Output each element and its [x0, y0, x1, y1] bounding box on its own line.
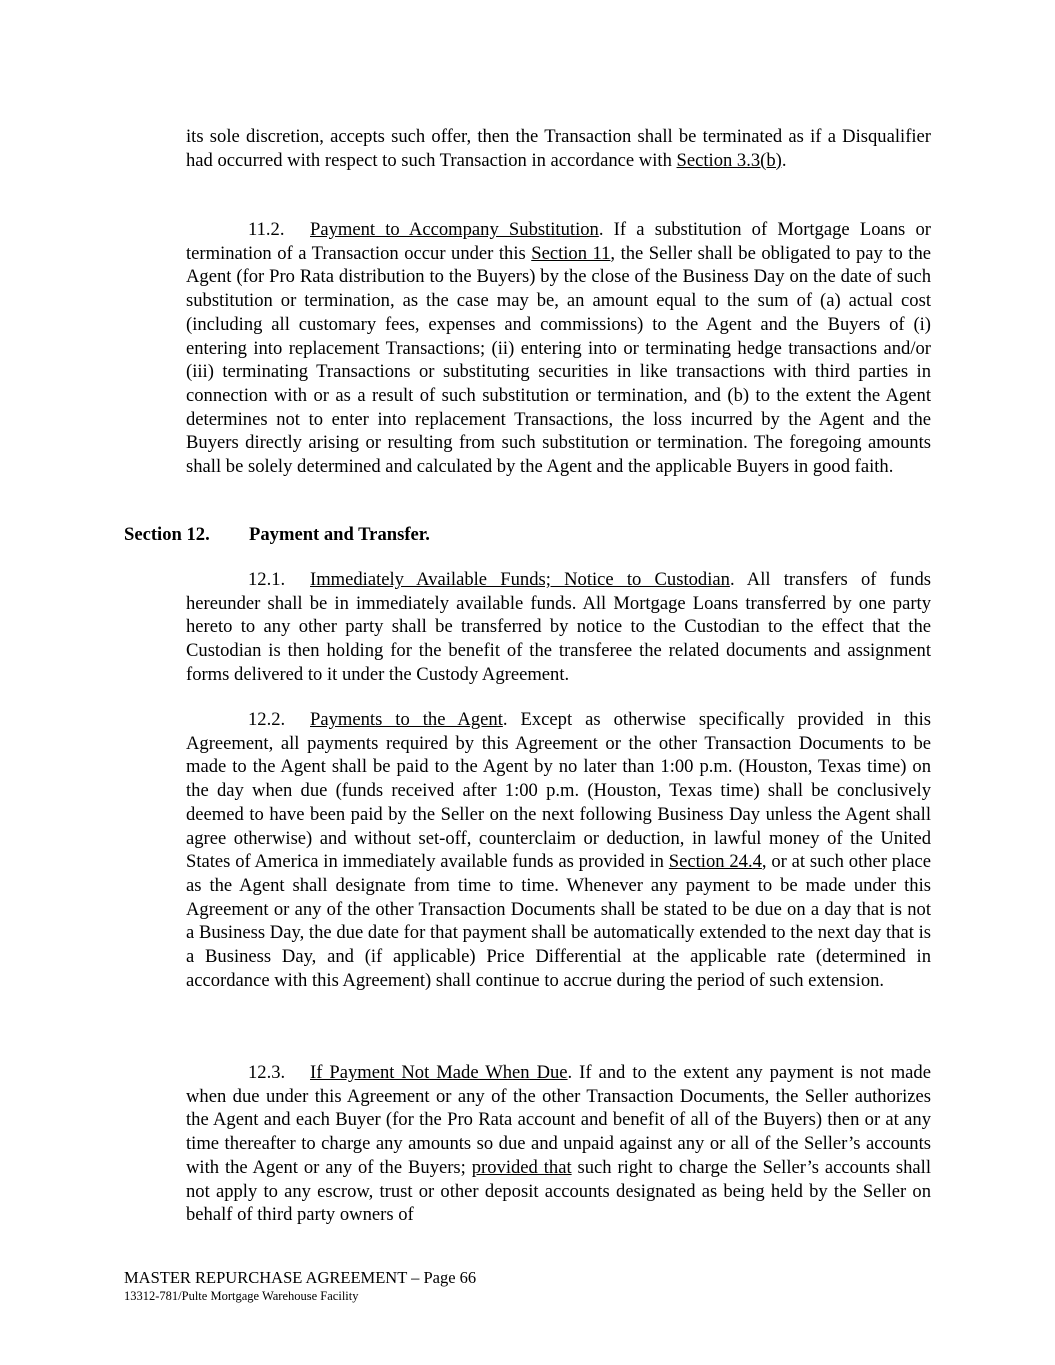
section-number: 12.2. — [248, 709, 286, 730]
footer-document-id: 13312-781/Pulte Mortgage Warehouse Facility — [124, 1289, 359, 1303]
footer-title: MASTER REPURCHASE AGREEMENT – Page 66 — [124, 1268, 477, 1287]
section-title: Payments to the Agent — [310, 709, 503, 730]
section-12-3 — [186, 1061, 931, 1227]
paragraph-text: , the Seller shall be obligated to pay to the Agent (for Pro Rata distribution to the Buyers) by the close of the Business Day on the date of such substitution or termination, as the case may be, an amount equal to the sum of (a) actual cost (including all customary fees, expenses and commissions) to the Agent and the Buyers of (i) entering into replacement Transactions; (ii) entering into or terminating hedge transactions and/or (iii) terminating Transactions or substituting securities in like transactions with third parties in connection with or as a result of such substitution or termination, and (b) to the extent the Agent determines not to enter into replacement Transactions, the loss incurred by the Agent and the Buyers directly arising or resulting from such substitution or termination. The foregoing amounts shall be solely determined and calculated by the Agent and the applicable Buyers in good faith. — [186, 242, 932, 478]
section-heading-number: Section 12. — [124, 524, 210, 545]
paragraph-text: . — [781, 149, 787, 171]
section-12-1 — [186, 568, 931, 687]
section-12-heading — [124, 523, 430, 547]
cross-reference-section-24-4: Section 24.4 — [668, 851, 762, 873]
section-number: 12.3. — [248, 1062, 286, 1083]
paragraph-continuation — [186, 125, 931, 172]
provided-that-term: provided that — [471, 1156, 572, 1178]
paragraph-text: its sole discretion, accepts such offer, then the Transaction shall be terminated as if a Disqualifier had occurred with respect to such Transaction in accordance with — [186, 126, 931, 171]
paragraph-text: such right to charge the Seller’s accounts shall not apply to any escrow, trust or other deposit accounts designated as being held by the Seller on behalf of third party owners of — [186, 1156, 931, 1226]
paragraph-text: . If and to the extent any payment is not made when due under this Agreement or any of the other Transaction Documents, the Seller authorizes the Agent and each Buyer (for the Pro Rata account and benefit of all of the Buyers) then or at any time thereafter to charge any amounts so due and unpaid against any or all of the Seller’s accounts with the Agent or any of the Buyers; — [186, 1062, 931, 1178]
section-12-2 — [186, 708, 931, 992]
paragraph-text: , or at such other place as the Agent shall designate from time to time. Whenever any payment to be made under this Agreement or any of the other Transaction Documents shall be stated to be due on a day that is not a Business Day, the due date for that payment shall be automatically extended to the next day that is a Business Day, and (if applicable) Price Differential at the applicable rate (determined in accordance with this Agreement) shall continue to accrue during the period of such extension. — [186, 851, 931, 991]
section-number: 12.1. — [248, 569, 286, 590]
paragraph-text: . All transfers of funds hereunder shall be in immediately available funds. All Mortgage Loans transferred by one party hereto to any other party shall be transferred by notice to the Custodian to the effect that the Custodian is then holding for the benefit of the transferee the related documents and assignment forms delivered to it under the Custody Agreement. — [186, 569, 931, 685]
section-title: Payment to Accompany Substitution — [310, 219, 599, 240]
section-11-2 — [186, 218, 931, 479]
section-heading-title: Payment and Transfer. — [249, 524, 430, 545]
section-title: If Payment Not Made When Due — [310, 1062, 568, 1083]
section-title: Immediately Available Funds; Notice to Custodian — [310, 569, 730, 590]
cross-reference-section-3-3b: Section 3.3(b) — [676, 149, 782, 171]
section-number: 11.2. — [248, 219, 285, 240]
paragraph-text: . If a substitution of Mortgage Loans or termination of a Transaction occur under this — [186, 219, 931, 264]
cross-reference-section-11: Section 11 — [531, 242, 611, 264]
paragraph-text: . Except as otherwise specifically provided in this Agreement, all payments required by this Agreement or the other Transaction Documents to be made to the Agent shall be paid to the Agent by no later than 1:00 p.m. (Houston, Texas time) on the day when due (funds received after 1:00 p.m. (Houston, Texas time) shall be conclusively deemed to have been paid by the Seller on the next following Business Day unless the Agent shall agree otherwise) and without set-off, counterclaim or deduction, in lawful money of the United States of America in immediately available funds as provided in — [186, 709, 931, 873]
